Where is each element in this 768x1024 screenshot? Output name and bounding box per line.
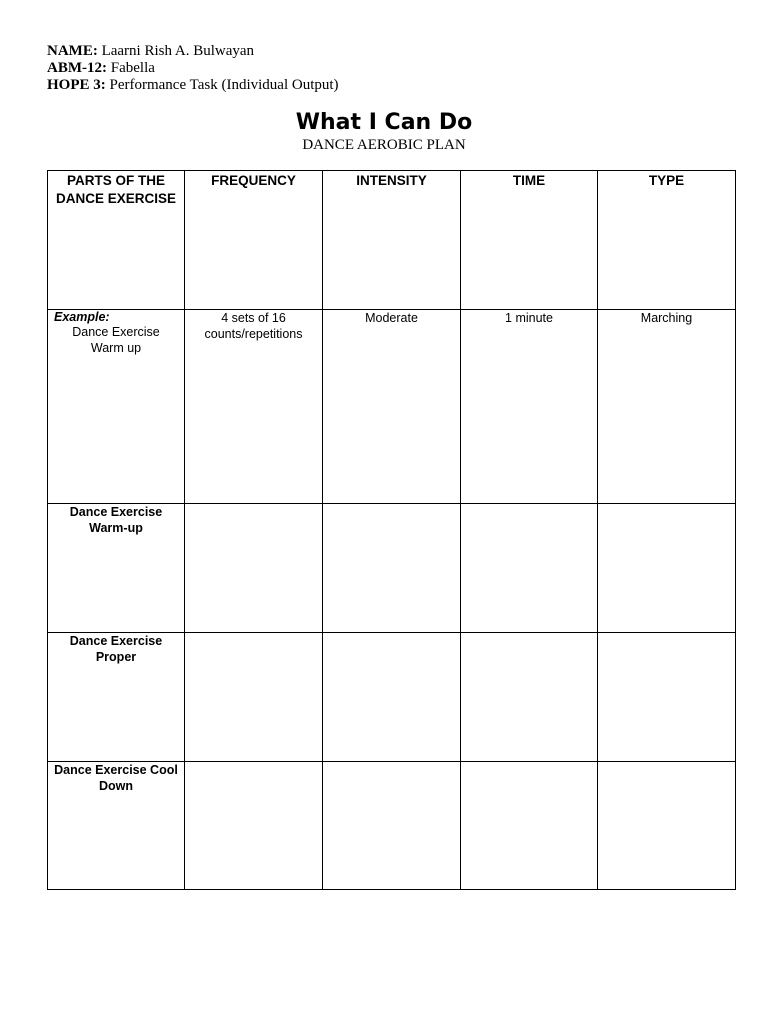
name-label: NAME: bbox=[47, 43, 98, 59]
table-row-warm-up bbox=[48, 504, 736, 633]
name-value: Laarni Rish A. Bulwayan bbox=[101, 43, 255, 59]
dance-aerobic-plan-table bbox=[47, 170, 736, 890]
warm-up-type-cell[interactable] bbox=[598, 504, 736, 633]
subject-value: Performance Task (Individual Output) bbox=[109, 77, 339, 93]
column-header-parts: PARTS OF THE DANCE EXERCISE bbox=[48, 171, 185, 310]
proper-frequency-cell[interactable] bbox=[185, 633, 323, 762]
subject-label: HOPE 3: bbox=[47, 77, 106, 93]
row-label-proper: Dance Exercise Proper bbox=[48, 633, 185, 762]
column-header-frequency: FREQUENCY bbox=[185, 171, 323, 310]
example-type: Marching bbox=[598, 310, 736, 504]
section-label: ABM-12: bbox=[47, 60, 107, 76]
column-header-intensity: INTENSITY bbox=[323, 171, 461, 310]
name-line bbox=[47, 43, 339, 60]
warm-up-intensity-cell[interactable] bbox=[323, 504, 461, 633]
proper-time-cell[interactable] bbox=[461, 633, 598, 762]
example-intensity: Moderate bbox=[323, 310, 461, 504]
cool-down-intensity-cell[interactable] bbox=[323, 762, 461, 890]
student-info bbox=[47, 43, 339, 94]
row-label-warm-up: Dance Exercise Warm-up bbox=[48, 504, 185, 633]
example-frequency-text: 4 sets of 16 counts/repetitions bbox=[204, 311, 303, 341]
example-tag: Example: bbox=[54, 310, 110, 324]
column-header-time: TIME bbox=[461, 171, 598, 310]
table-row-proper bbox=[48, 633, 736, 762]
warm-up-frequency-cell[interactable] bbox=[185, 504, 323, 633]
example-frequency bbox=[185, 310, 323, 504]
example-time: 1 minute bbox=[461, 310, 598, 504]
table-row-cool-down bbox=[48, 762, 736, 890]
cool-down-frequency-cell[interactable] bbox=[185, 762, 323, 890]
example-part: Dance Exercise Warm up bbox=[72, 325, 160, 355]
page-subtitle: DANCE AEROBIC PLAN bbox=[302, 137, 466, 153]
cool-down-time-cell[interactable] bbox=[461, 762, 598, 890]
table-row-example bbox=[48, 310, 736, 504]
cool-down-type-cell[interactable] bbox=[598, 762, 736, 890]
example-part-cell bbox=[48, 310, 185, 504]
proper-intensity-cell[interactable] bbox=[323, 633, 461, 762]
page-title: What I Can Do bbox=[295, 110, 473, 135]
table-header-row bbox=[48, 171, 736, 310]
section-line bbox=[47, 60, 339, 77]
section-value: Fabella bbox=[110, 60, 155, 76]
row-label-cool-down: Dance Exercise Cool Down bbox=[48, 762, 185, 890]
column-header-type: TYPE bbox=[598, 171, 736, 310]
proper-type-cell[interactable] bbox=[598, 633, 736, 762]
warm-up-time-cell[interactable] bbox=[461, 504, 598, 633]
subject-line bbox=[47, 77, 339, 94]
